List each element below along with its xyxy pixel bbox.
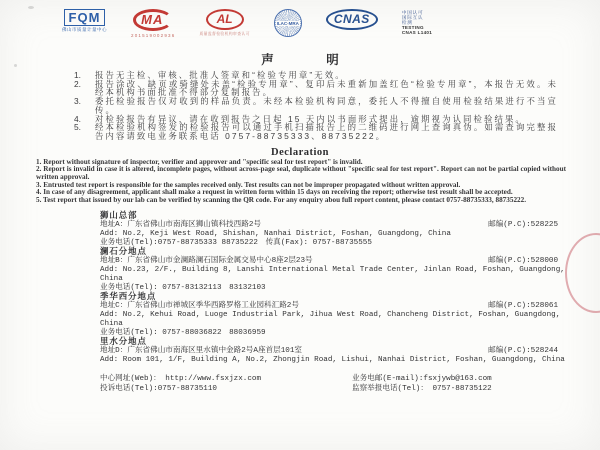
- office-tel: 业务电话(Tel):0757-88735333 88735222 传真(Fax): 0757-88735555: [100, 238, 372, 247]
- office-name: 狮山总部: [100, 210, 138, 221]
- statement-item: [74, 123, 558, 140]
- website-text: 中心网址(Web)： http://www.fsxjzx.com: [100, 374, 262, 383]
- item-text: 经本检验机构签发的检验报告可以通过手机扫描报告上的二维码进行网上查询真伪。如需查询完整报告内容请致电业务联系电话 0757-88735333、88735222。: [95, 122, 558, 141]
- scan-speck: [28, 6, 34, 9]
- complaint-tel-text: 投诉电话(Tel):0757-88735110: [100, 384, 217, 393]
- ilac-mra-logo: [274, 9, 302, 37]
- fqm-logo-text: FQM: [64, 9, 106, 26]
- declaration-item: 2. Report is invalid in case it is altered, incomplete pages, without across-page seal, duplicate without "specific seal for test report". Report can not be partial copied without written approval.: [36, 165, 566, 182]
- declaration-list: [36, 159, 566, 205]
- address-cn: 地址C：广东省佛山市禅城区季华西路罗格工业园科汇路2号: [100, 301, 299, 310]
- item-text: 对检验报告有异议，请在收到报告之日起 15 天内以书面形式提出，逾期视为认同检验结果。: [95, 113, 526, 124]
- item-text: 报告无主检、审核、批准人签章和“检验专用章”无效。: [95, 70, 346, 80]
- logo-row: [0, 0, 600, 45]
- office-block-headquarters: [100, 212, 572, 248]
- office-tel: 业务电话(Tel): 0757-88036822 88036959: [100, 328, 266, 337]
- office-block-lishui: [100, 338, 572, 365]
- office-name: 里水分地点: [100, 336, 147, 347]
- declaration-item: 3. Entrusted test report is responsible for the samples received only. Test results can not be improper propagated without written approval.: [36, 180, 461, 189]
- address-row: [100, 221, 572, 230]
- address-en: Add: No.2, Keji West Road, Shishan, Nanhai District, Foshan, Guangdong, China: [100, 229, 451, 238]
- office-address-list: [100, 212, 572, 365]
- cma-license-number: 201519002936: [131, 33, 176, 38]
- item-number: 5.: [74, 122, 81, 133]
- accreditation-line: 国际互认: [401, 15, 424, 20]
- declaration-item: 5. Test report that issued by our lab can be verified by scanning the QR code. For any enquiry abou full report content, please contact 0757-88735333, 88735222.: [36, 196, 527, 205]
- cal-logo-subtext: 质量监督检验机构审查认可: [199, 32, 250, 36]
- item-number: 2.: [74, 78, 81, 89]
- postcode: 邮编(P.C):528244: [488, 346, 558, 355]
- fqm-logo: [62, 9, 107, 33]
- cnas-mark-icon: CNAS: [326, 9, 378, 30]
- item-number: 1.: [74, 70, 81, 80]
- ilac-globe-icon: [274, 9, 302, 37]
- declaration-item: 4. In case of any disagreement, applicant shall make a request in written form within 15 days on receiving the report; otherwise test result shall be accepted.: [36, 188, 513, 197]
- statement-title: 声 明: [261, 53, 359, 67]
- address-en: Add: Room 101, 1/F, Building A, No.2, Zhongjin Road, Lishui, Nanhai District, Foshan, Guangdong, China: [100, 355, 565, 364]
- address-en: Add: No.23, 2/F., Building 8, Lanshi International Metal Trade Center, Jinlan Road, Foshan, Guangdong, China: [100, 265, 565, 283]
- item-text: 报告涂改、缺页或骑缝处未盖“检验专用章”、复印后未重新加盖红色“检验专用章”，本报告无效。未经本机构书面批准不得部分复制报告。: [95, 78, 558, 98]
- address-row: [100, 347, 572, 356]
- cal-logo: [199, 9, 249, 37]
- cma-mark-icon: MA: [133, 9, 173, 31]
- address-row: [100, 302, 572, 311]
- accreditation-line: 检测: [401, 20, 413, 25]
- item-number: 3.: [74, 96, 81, 107]
- report-tel-text: 监察举报电话(Tel)： 0757-88735122: [352, 384, 492, 393]
- postcode: 邮编(P.C):528061: [488, 301, 558, 310]
- office-name: 季华西分地点: [100, 291, 157, 302]
- accreditation-line: TESTING: [401, 25, 424, 30]
- item-text: 委托检验报告仅对收到的样品负责。未经本检验机构同意，委托人不得擅自使用检验结果进行不当宣传。: [95, 96, 558, 115]
- office-tel: 业务电话(Tel): 0757-83132113 83132103: [100, 283, 266, 292]
- address-cn: 地址B：广东省佛山市金澜路澜石国际金属交易中心8座2层23号: [100, 256, 313, 265]
- accreditation-line: CNAS L1401: [401, 30, 433, 35]
- address-cn: 地址A：广东省佛山市南海区狮山镇科技西路2号: [100, 220, 261, 229]
- cal-mark-icon: AL: [206, 9, 244, 30]
- statement-item: [74, 80, 558, 97]
- cma-logo: [131, 9, 175, 38]
- scan-speck: [14, 64, 17, 67]
- ilac-mra-label: ILAC-MRA: [276, 20, 299, 26]
- email-text: 业务电邮(E-mail):fsxjywb@163.com: [352, 374, 492, 383]
- postcode: 邮编(P.C):528225: [488, 220, 558, 229]
- fqm-logo-subtext: 佛山市质量计量中心: [62, 27, 107, 32]
- statement-item: [74, 97, 558, 114]
- cnas-logo: [326, 9, 378, 30]
- contact-footer: [100, 374, 572, 394]
- postcode: 邮编(P.C):528000: [488, 256, 558, 265]
- statement-list: [74, 71, 558, 141]
- office-name: 澜石分地点: [100, 246, 147, 257]
- declaration-item: 1. Report without signature of inspector, verifier and approver and "specific seal for test report" is invalid.: [36, 157, 363, 166]
- address-row: [100, 257, 572, 266]
- item-number: 4.: [74, 113, 81, 124]
- cnas-accreditation-text: [402, 10, 432, 35]
- office-block-jihuaxi: [100, 293, 572, 338]
- accreditation-line: 中国认可: [401, 10, 424, 15]
- office-block-lanshi: [100, 248, 572, 293]
- address-cn: 地址D：广东省佛山市南海区里水镇中金路2号A座首层101室: [100, 346, 302, 355]
- address-en: Add: No.2, Kehui Road, Luoge Industrial Park, Jihua West Road, Chancheng District, Foshan, Guangdong, China: [100, 310, 561, 328]
- declaration-title: Declaration: [271, 146, 329, 158]
